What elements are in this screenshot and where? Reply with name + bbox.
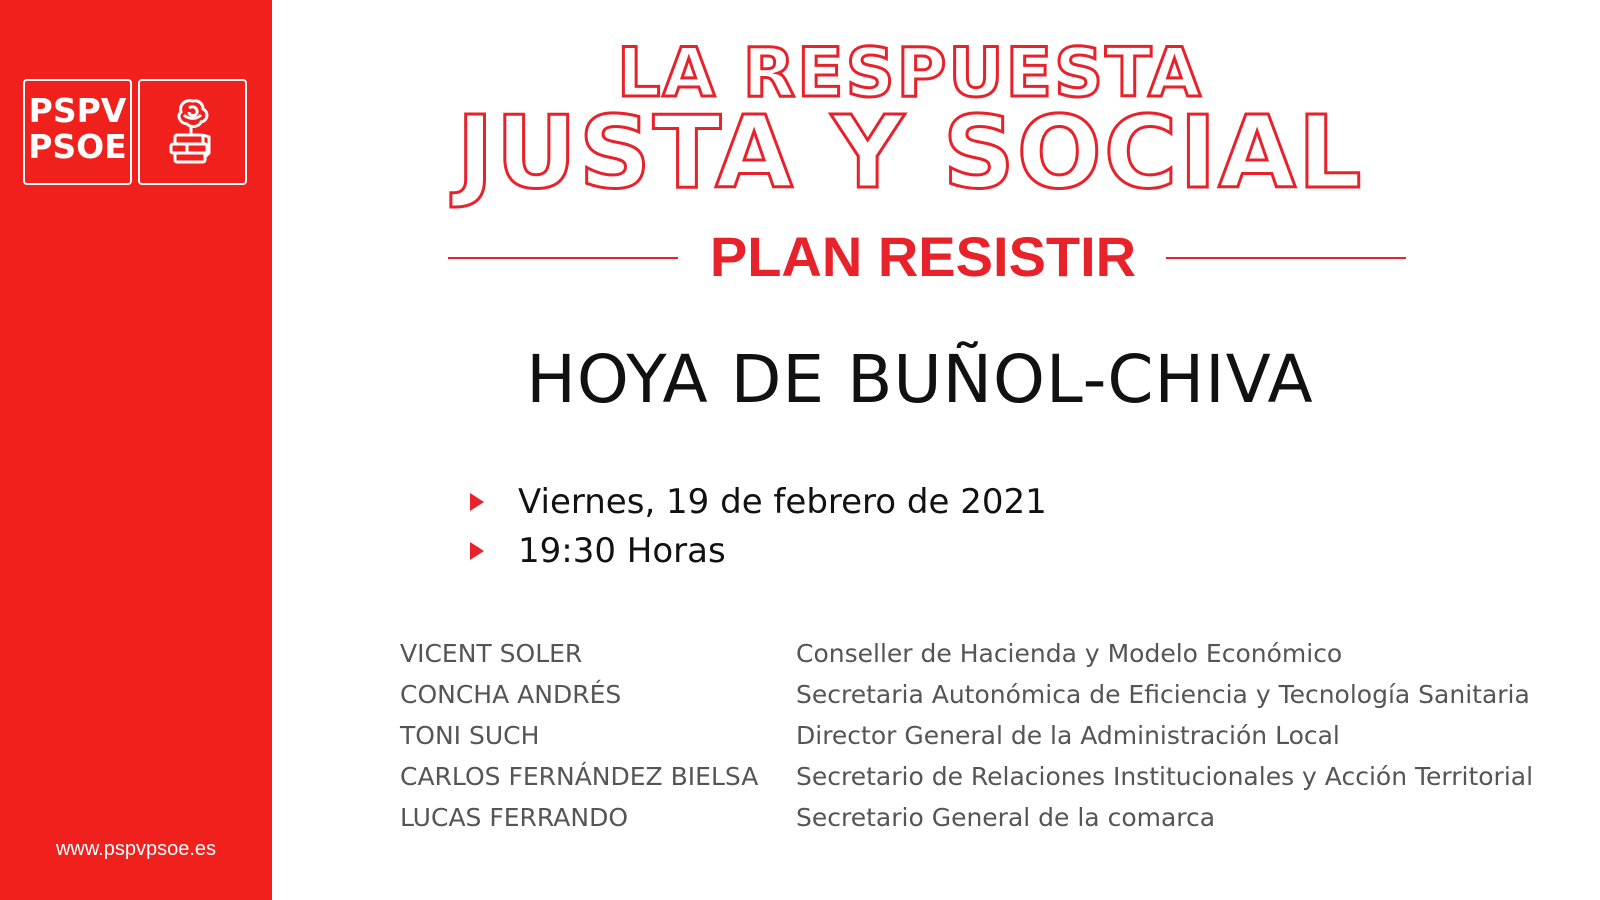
speaker-row bbox=[400, 633, 1533, 674]
speaker-row bbox=[400, 756, 1533, 797]
website-link[interactable]: www.pspvpsoe.es bbox=[55, 838, 217, 860]
rose-fist-icon bbox=[165, 95, 221, 169]
triangle-bullet-icon bbox=[470, 493, 484, 511]
speakers-list bbox=[400, 633, 1533, 838]
speaker-name: CARLOS FERNÁNDEZ BIELSA bbox=[400, 762, 759, 791]
divider-right bbox=[1166, 257, 1406, 259]
title-line-1: LA RESPUESTA bbox=[617, 34, 1203, 113]
speaker-role: Conseller de Hacienda y Modelo Económico bbox=[796, 639, 1343, 668]
logo-line-1: PSPV bbox=[28, 91, 127, 130]
speaker-role: Secretario General de la comarca bbox=[796, 803, 1216, 832]
speaker-role: Secretario de Relaciones Institucionales y Acción Territorial bbox=[796, 762, 1534, 791]
speaker-role: Director General de la Administración Local bbox=[796, 721, 1340, 750]
speaker-row bbox=[400, 797, 1533, 838]
plan-title: PLAN RESISTIR bbox=[709, 225, 1137, 288]
location-title: HOYA DE BUÑOL-CHIVA bbox=[526, 341, 1314, 418]
divider-left bbox=[448, 257, 678, 259]
speaker-role: Secretaria Autonómica de Eficiencia y Tecnología Sanitaria bbox=[796, 680, 1530, 709]
logo-text bbox=[25, 93, 130, 165]
date-row bbox=[470, 480, 1047, 524]
speaker-row bbox=[400, 715, 1533, 756]
speaker-name: VICENT SOLER bbox=[400, 639, 583, 668]
event-date: Viernes, 19 de febrero de 2021 bbox=[518, 482, 1047, 522]
speaker-name: LUCAS FERRANDO bbox=[400, 803, 628, 832]
sidebar bbox=[0, 0, 272, 900]
logo-text-box bbox=[23, 79, 132, 185]
speaker-name: TONI SUCH bbox=[400, 721, 540, 750]
speaker-row bbox=[400, 674, 1533, 715]
logo-rose-box bbox=[138, 79, 247, 185]
title-line-2: JUSTA Y SOCIAL bbox=[456, 94, 1364, 211]
triangle-bullet-icon bbox=[470, 542, 484, 560]
event-time: 19:30 Horas bbox=[518, 531, 726, 571]
logo-line-2: PSOE bbox=[28, 127, 127, 166]
speaker-name: CONCHA ANDRÉS bbox=[400, 680, 622, 709]
time-row bbox=[470, 529, 726, 573]
